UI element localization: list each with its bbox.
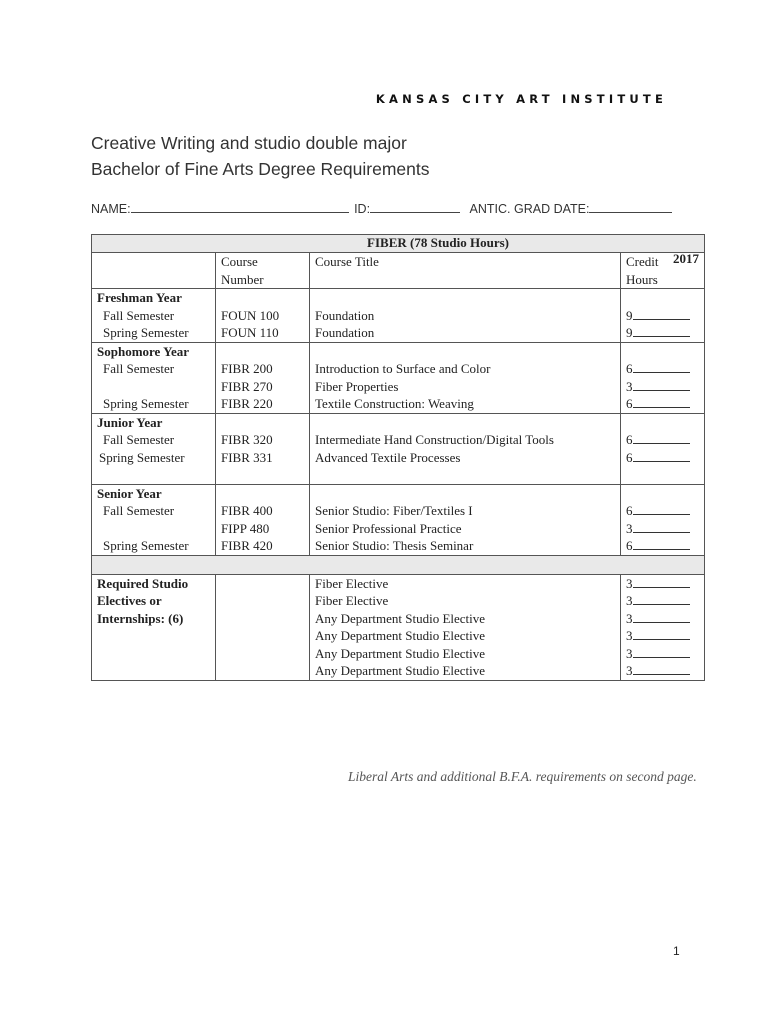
- requirements-table: [91, 234, 705, 681]
- year-label: Senior Year: [97, 485, 162, 501]
- credit-blank[interactable]: [633, 521, 690, 533]
- credit-blank[interactable]: [633, 646, 690, 658]
- table-title-row: [92, 235, 705, 253]
- name-label: NAME:: [91, 202, 131, 216]
- credit-blank[interactable]: [633, 593, 690, 605]
- credit-blank[interactable]: [633, 361, 690, 373]
- student-info-row: [91, 200, 672, 216]
- name-field[interactable]: [131, 200, 349, 213]
- credit-blank[interactable]: [633, 503, 690, 515]
- sophomore-row: Sophomore Year Fall Semester Spring Semester FIBR 200 FIBR 270 FIBR 220 Introduction to Surface and Color Fiber Properties Textile Construction: Weaving 6 3 6: [92, 342, 705, 413]
- document-subtitle: Bachelor of Fine Arts Degree Requirements: [91, 159, 430, 179]
- year-label: Freshman Year: [97, 290, 182, 305]
- col-course-number: Course Number: [216, 253, 310, 289]
- credit-blank[interactable]: [633, 450, 690, 462]
- page-number: 1: [673, 944, 680, 958]
- freshman-row: Freshman Year Fall Semester Spring Semester FOUN 100 FOUN 110 Foundation Foundation 9 9: [92, 289, 705, 343]
- credit-blank[interactable]: [633, 432, 690, 444]
- grad-date-field[interactable]: [589, 200, 672, 213]
- column-header-row: [92, 253, 705, 289]
- credit-blank[interactable]: [633, 576, 690, 588]
- year-label: Junior Year: [97, 414, 163, 430]
- credit-blank[interactable]: [633, 379, 690, 391]
- electives-row: Required Studio Electives or Internships: (6) Fiber Elective Fiber Elective Any Department Studio Elective Any Department Studio Elective Any Department Studio Elective Any Department Studio Elective 3 3 3 3 3 3: [92, 574, 705, 680]
- year-label: Sophomore Year: [97, 343, 190, 359]
- junior-row: Junior Year Fall Semester Spring Semester FIBR 320 FIBR 331 Intermediate Hand Construction/Digital Tools Advanced Textile Processes 6 6: [92, 413, 705, 484]
- senior-row: Senior Year Fall Semester Spring Semester FIBR 400 FIPP 480 FIBR 420 Senior Studio: Fiber/Textiles I Senior Professional Practice Senior Studio: Thesis Seminar 6 3 6: [92, 484, 705, 555]
- id-label: ID:: [354, 202, 371, 216]
- credit-blank[interactable]: [633, 538, 690, 550]
- credit-blank[interactable]: [633, 663, 690, 675]
- table-year: 2017: [673, 251, 700, 266]
- credit-blank[interactable]: [633, 628, 690, 640]
- spacer-row: [92, 555, 705, 574]
- credit-blank[interactable]: [633, 611, 690, 623]
- document-title: Creative Writing and studio double major: [91, 133, 407, 153]
- footnote: Liberal Arts and additional B.F.A. requirements on second page.: [348, 769, 697, 784]
- grad-date-label: ANTIC. GRAD DATE:: [469, 202, 590, 216]
- id-field[interactable]: [370, 200, 460, 213]
- col-course-title: Course Title: [310, 253, 621, 289]
- credit-blank[interactable]: [633, 308, 690, 320]
- institution-logo: KANSAS CITY ART INSTITUTE: [375, 92, 667, 106]
- credit-blank[interactable]: [633, 396, 690, 408]
- credit-blank[interactable]: [633, 325, 690, 337]
- table-title: FIBER (78 Studio Hours): [367, 235, 509, 250]
- col-credit-hours: Credit Hours: [621, 253, 705, 289]
